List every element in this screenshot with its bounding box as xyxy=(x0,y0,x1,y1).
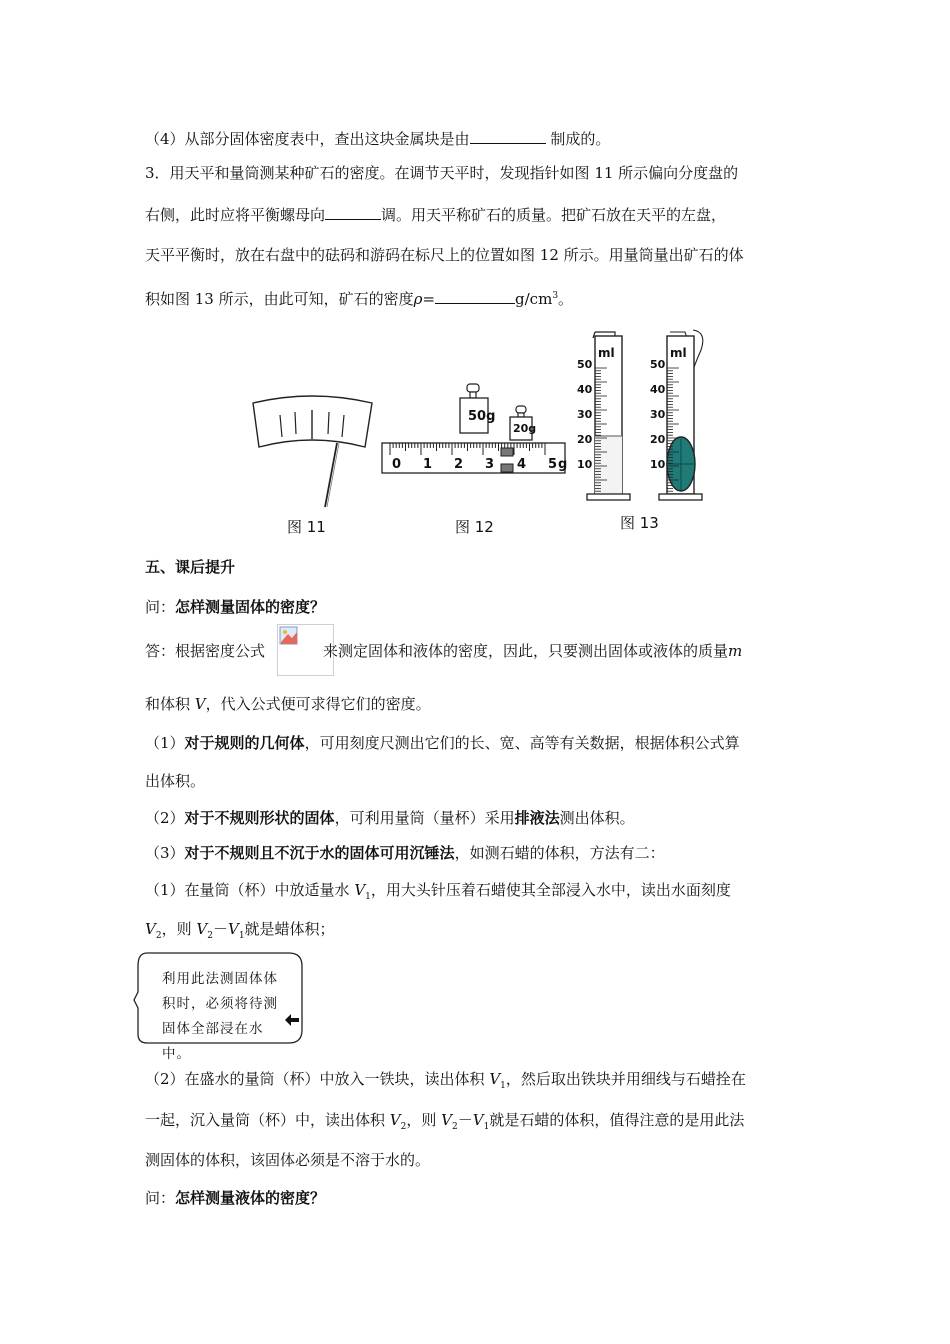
mass-symbol: m xyxy=(728,642,743,660)
point-1-rest: ，可用刻度尺测出它们的长、宽、高等有关数据，根据体积公式算 xyxy=(304,734,740,752)
m2c-text-a: 一起，沉入量筒（杯）中，读出体积 xyxy=(145,1111,386,1129)
weight-50g-label: 50g xyxy=(468,409,496,424)
answer-line-1 xyxy=(145,641,742,661)
point-2-bold: 对于不规则形状的固体 xyxy=(184,809,335,827)
q-prefix: 问： xyxy=(145,598,176,616)
m2c-v1: V xyxy=(472,1111,484,1129)
answer-text-b: 来测定固体和液体的密度，因此，只要测出固体或液体的质量 xyxy=(323,642,729,660)
ruler-tick-4: 4 xyxy=(517,457,527,472)
m1c-s2b: 2 xyxy=(207,931,213,941)
point-1-num: （1） xyxy=(145,734,185,752)
m1c-v2: V xyxy=(145,920,156,938)
m2-text-a: （2）在盛水的量筒（杯）中放入一铁块，读出体积 xyxy=(145,1070,485,1088)
q3-text-c: 积如图 13 所示，由此可知，矿石的密度 xyxy=(145,290,414,308)
weight-20g-label: 20g xyxy=(513,422,537,435)
point-3 xyxy=(145,843,665,863)
question-3-line-3: 天平平衡时，放在右盘中的砝码和游码在标尺上的位置如图 12 所示。用量筒量出矿石的体 xyxy=(145,246,744,264)
period: 。 xyxy=(558,290,574,308)
cyl-right-20: 20 xyxy=(650,433,666,446)
m1c-text-b: 就是蜡体积； xyxy=(244,920,335,938)
answer-blank-metal[interactable] xyxy=(470,128,546,144)
m2-v: V xyxy=(489,1070,501,1088)
m2c-minus: － xyxy=(457,1111,473,1129)
unit-superscript: 3 xyxy=(552,291,559,301)
m2c-s2: 2 xyxy=(400,1122,407,1132)
question-solid-density xyxy=(145,597,325,617)
cyl-right-10: 10 xyxy=(650,458,666,471)
ruler-tick-2: 2 xyxy=(454,457,464,472)
method-2-line-2 xyxy=(145,1110,744,1137)
q4-text-end: 制成的。 xyxy=(550,130,611,148)
method-1-line-2 xyxy=(145,919,335,946)
method-2-line-1 xyxy=(145,1069,746,1096)
point-1-cont: 出体积。 xyxy=(145,772,206,790)
question-liquid-density xyxy=(145,1188,325,1208)
m1c-text-a: ，则 xyxy=(161,920,192,938)
q-liquid-text: 怎样测量液体的密度？ xyxy=(175,1189,326,1207)
cyl-left-10: 10 xyxy=(577,458,593,471)
q-solid-text: 怎样测量固体的密度？ xyxy=(175,598,326,616)
m2-sub: 1 xyxy=(500,1081,506,1091)
point-3-num: （3） xyxy=(145,844,185,862)
point-3-rest: ，如测石蜡的体积，方法有二： xyxy=(454,844,665,862)
answer-blank-direction[interactable] xyxy=(325,204,381,220)
cyl-left-40: 40 xyxy=(577,383,593,396)
m1-sub: 1 xyxy=(365,892,371,902)
m1-text-b: ，用大头针压着石蜡使其全部浸入水中，读出水面刻度 xyxy=(370,881,731,899)
point-2-end: 测出体积。 xyxy=(559,809,635,827)
figure-12-caption: 图 12 xyxy=(455,518,494,536)
point-2-bold2: 排液法 xyxy=(514,809,560,827)
question-3-line-4 xyxy=(145,286,573,309)
figure-11-balance-dial xyxy=(245,395,380,515)
m2c-text-c: 就是石蜡的体积，值得注意的是用此法 xyxy=(489,1111,745,1129)
callout-text: 利用此法测固体体积时，必须将待测固体全部浸在水中。 xyxy=(162,971,278,1062)
q4-text: （4）从部分固体密度表中，查出这块金属块是由 xyxy=(145,130,470,148)
point-2-mid: ，可利用量筒（量杯）采用 xyxy=(334,809,515,827)
point-1-bold: 对于规则的几何体 xyxy=(184,734,305,752)
point-2-num: （2） xyxy=(145,809,185,827)
ruler-tick-1: 1 xyxy=(423,457,433,472)
answer-text-c: 和体积 xyxy=(145,695,191,713)
m2c-s1: 1 xyxy=(483,1122,490,1132)
point-1 xyxy=(145,733,740,753)
m1c-v1: V xyxy=(227,920,239,938)
answer-text-a: 答：根据密度公式 xyxy=(145,642,266,660)
q3-text-a: 右侧，此时应将平衡螺母向 xyxy=(145,206,326,224)
m1c-s1: 1 xyxy=(238,931,245,941)
point-2 xyxy=(145,808,635,828)
m1c-v2b: V xyxy=(196,920,208,938)
m2c-v2: V xyxy=(389,1111,401,1129)
volume-symbol: V xyxy=(194,695,206,713)
figure-13-caption: 图 13 xyxy=(620,514,659,532)
section-heading: 五、课后提升 xyxy=(145,558,236,576)
figure-11-caption: 图 11 xyxy=(287,518,326,536)
m2-text-b: ，然后取出铁块并用细线与石蜡拴在 xyxy=(505,1070,746,1088)
m2c-text-b: ，则 xyxy=(406,1111,437,1129)
ruler-tick-labels xyxy=(386,457,576,473)
answer-text-d: ，代入公式便可求得它们的密度。 xyxy=(205,695,431,713)
ruler-unit: g xyxy=(558,457,568,472)
cyl-left-30: 30 xyxy=(577,408,593,421)
question-3-line-2 xyxy=(145,204,726,225)
cyl-right-40: 40 xyxy=(650,383,666,396)
cyl-left-20: 20 xyxy=(577,433,593,446)
cylinder-left-unit: ml xyxy=(598,346,615,360)
point-3-bold: 对于不规则且不沉于水的固体可用沉锤法 xyxy=(184,844,455,862)
m1-v: V xyxy=(354,881,366,899)
cylinder-left-scale xyxy=(577,358,597,478)
m1c-s2: 2 xyxy=(155,931,162,941)
ruler-tick-3: 3 xyxy=(485,457,495,472)
m2c-v2b: V xyxy=(441,1111,453,1129)
q3-text-b: 调。用天平称矿石的质量。把矿石放在天平的左盘， xyxy=(381,206,727,224)
question-3-line-1: 3．用天平和量筒测某种矿石的密度。在调节天平时，发现指针如图 11 所示偏向分度盘的 xyxy=(145,164,739,182)
cyl-left-50: 50 xyxy=(577,358,593,371)
m2c-s2b: 2 xyxy=(452,1122,458,1132)
ruler-tick-5: 5 xyxy=(548,457,558,472)
m1-text-a: （1）在量筒（杯）中放适量水 xyxy=(145,881,350,899)
answer-blank-density[interactable] xyxy=(435,288,515,304)
method-1-line-1 xyxy=(145,880,731,907)
m1c-minus: － xyxy=(212,920,228,938)
answer-line-2 xyxy=(145,694,431,714)
density-unit: g/cm xyxy=(515,290,553,308)
q2-prefix: 问： xyxy=(145,1189,176,1207)
cyl-right-30: 30 xyxy=(650,408,666,421)
cylinder-right-scale xyxy=(650,358,670,478)
cyl-right-50: 50 xyxy=(650,358,666,371)
rider-slider[interactable] xyxy=(501,448,513,456)
ruler-tick-0: 0 xyxy=(392,457,402,472)
cylinder-right-unit: ml xyxy=(670,346,687,360)
method-2-line-3: 测固体的体积，该固体必须是不溶于水的。 xyxy=(145,1151,431,1169)
rho-symbol: ρ xyxy=(413,290,423,308)
equals-sign: = xyxy=(422,290,436,308)
question-4-line xyxy=(145,128,610,149)
